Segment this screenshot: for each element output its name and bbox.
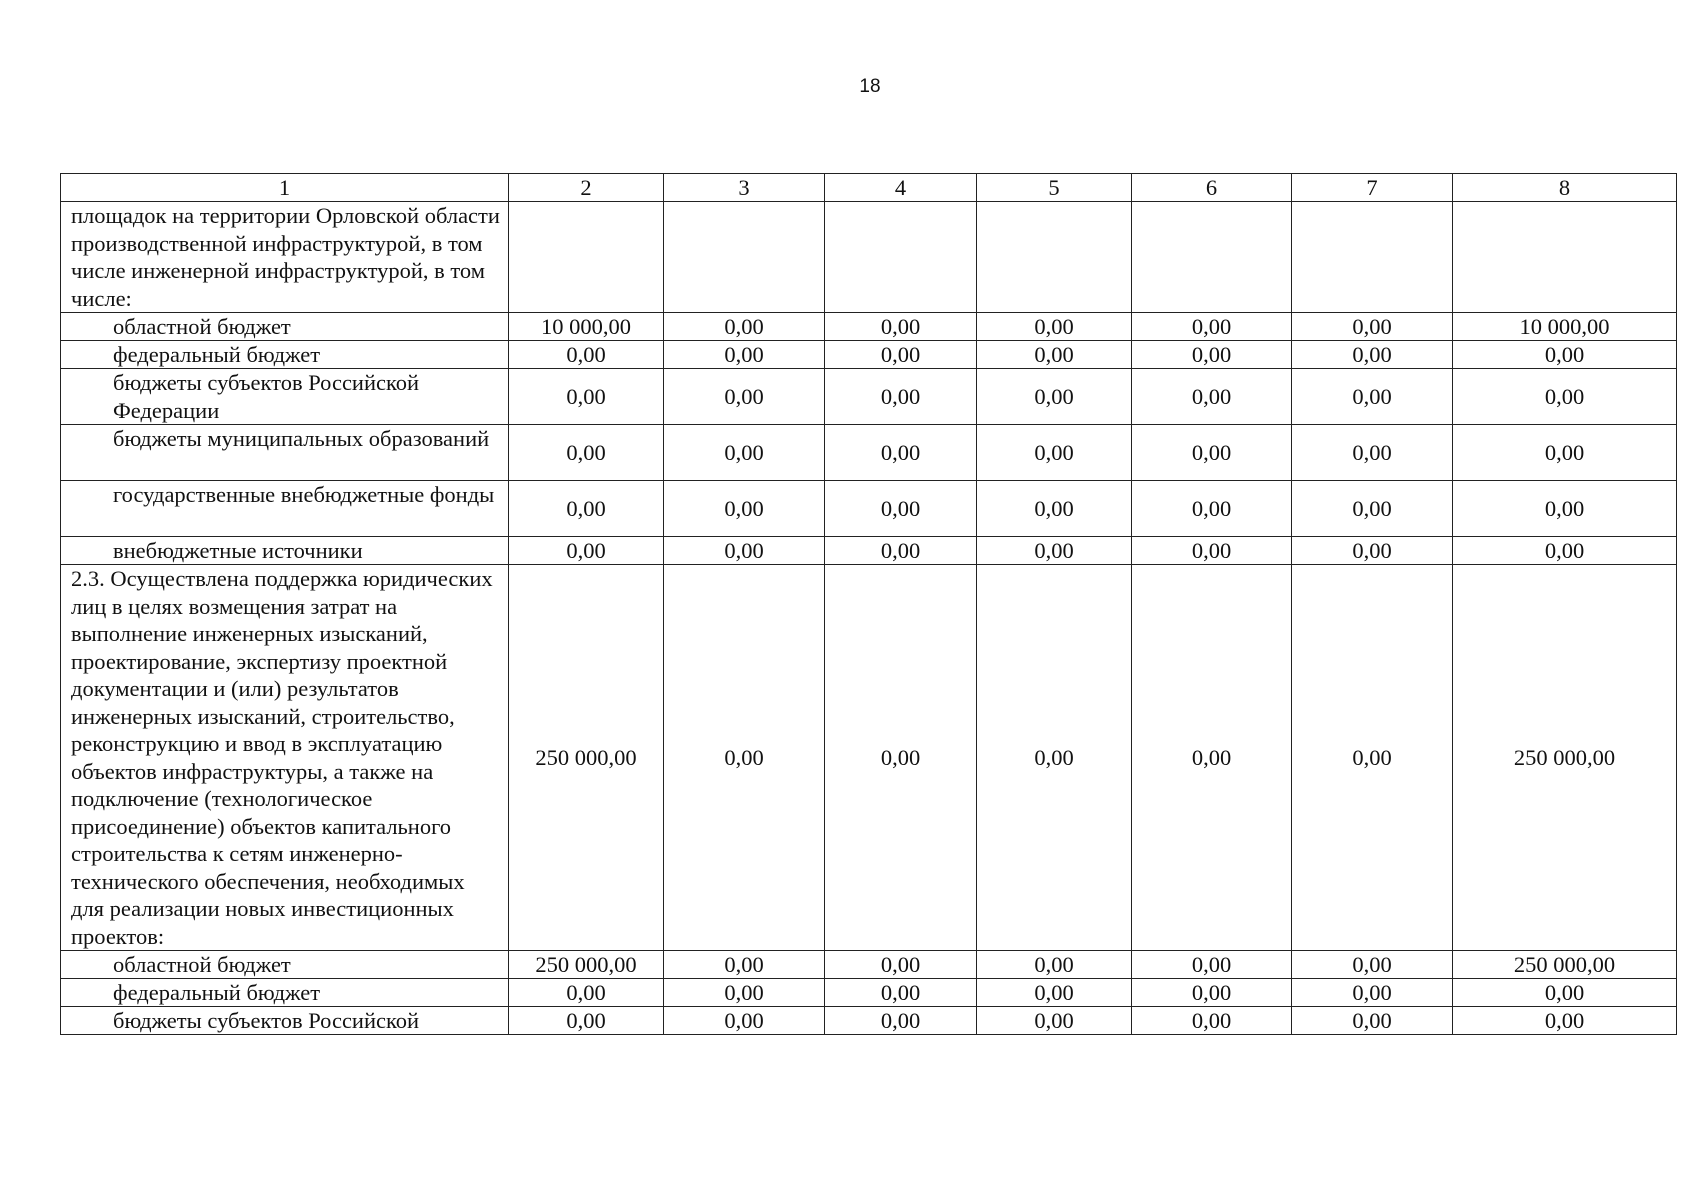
value-cell: 0,00 <box>1453 425 1677 481</box>
value-cell: 0,00 <box>977 341 1132 369</box>
value-cell: 0,00 <box>825 979 977 1007</box>
table-row <box>61 537 1677 565</box>
value-cell: 0,00 <box>825 951 977 979</box>
value-cell: 0,00 <box>509 341 664 369</box>
value-cell: 0,00 <box>1453 1007 1677 1035</box>
value-cell: 0,00 <box>664 979 825 1007</box>
value-cell: 0,00 <box>825 313 977 341</box>
value-cell: 0,00 <box>825 565 977 951</box>
column-number: 7 <box>1292 174 1453 202</box>
value-cell: 250 000,00 <box>509 951 664 979</box>
value-cell: 0,00 <box>1453 481 1677 537</box>
value-cell: 0,00 <box>1132 537 1292 565</box>
page-number: 18 <box>859 76 881 97</box>
row-label: бюджеты субъектов Российской Федерации <box>61 369 509 425</box>
value-cell: 0,00 <box>1292 425 1453 481</box>
value-cell: 0,00 <box>664 1007 825 1035</box>
value-cell: 0,00 <box>825 1007 977 1035</box>
table-row <box>61 202 1677 313</box>
value-cell: 0,00 <box>1453 341 1677 369</box>
value-cell <box>1292 202 1453 313</box>
value-cell: 0,00 <box>977 481 1132 537</box>
value-cell <box>664 202 825 313</box>
value-cell: 0,00 <box>1292 481 1453 537</box>
value-cell: 0,00 <box>1453 369 1677 425</box>
value-cell: 0,00 <box>825 481 977 537</box>
column-number: 2 <box>509 174 664 202</box>
row-label: бюджеты субъектов Российской <box>61 1007 509 1035</box>
value-cell: 0,00 <box>1292 369 1453 425</box>
value-cell: 0,00 <box>1453 979 1677 1007</box>
value-cell: 0,00 <box>1453 537 1677 565</box>
table-row <box>61 341 1677 369</box>
row-label: федеральный бюджет <box>61 979 509 1007</box>
column-number: 6 <box>1132 174 1292 202</box>
value-cell: 0,00 <box>1132 565 1292 951</box>
column-number: 1 <box>61 174 509 202</box>
value-cell: 0,00 <box>664 341 825 369</box>
row-label: федеральный бюджет <box>61 341 509 369</box>
value-cell: 0,00 <box>977 951 1132 979</box>
value-cell: 0,00 <box>1132 1007 1292 1035</box>
value-cell: 0,00 <box>664 565 825 951</box>
value-cell: 0,00 <box>509 979 664 1007</box>
row-label: бюджеты муниципальных образований <box>61 425 509 481</box>
budget-table <box>60 173 1677 1035</box>
value-cell: 0,00 <box>664 425 825 481</box>
value-cell: 0,00 <box>509 481 664 537</box>
value-cell: 0,00 <box>509 537 664 565</box>
header-row <box>61 174 1677 202</box>
value-cell: 0,00 <box>509 369 664 425</box>
column-number: 3 <box>664 174 825 202</box>
value-cell: 0,00 <box>1132 425 1292 481</box>
value-cell: 0,00 <box>1292 565 1453 951</box>
column-number: 4 <box>825 174 977 202</box>
table-row <box>61 1007 1677 1035</box>
column-number: 8 <box>1453 174 1677 202</box>
value-cell: 0,00 <box>1132 313 1292 341</box>
value-cell: 0,00 <box>977 565 1132 951</box>
value-cell: 10 000,00 <box>509 313 664 341</box>
value-cell: 250 000,00 <box>509 565 664 951</box>
value-cell: 0,00 <box>977 313 1132 341</box>
value-cell: 0,00 <box>664 313 825 341</box>
value-cell: 0,00 <box>1132 979 1292 1007</box>
value-cell: 0,00 <box>825 425 977 481</box>
row-label: внебюджетные источники <box>61 537 509 565</box>
value-cell: 0,00 <box>977 979 1132 1007</box>
value-cell: 0,00 <box>825 341 977 369</box>
value-cell: 0,00 <box>509 1007 664 1035</box>
row-label: областной бюджет <box>61 313 509 341</box>
value-cell: 0,00 <box>1292 537 1453 565</box>
table-row <box>61 481 1677 537</box>
table-body <box>61 174 1677 1035</box>
row-heading: 2.3. Осуществлена поддержка юридических лиц в целях возмещения затрат на выполнение инженерных изысканий, проектирование, экспертизу проектной документации и (или) результатов инженерных изысканий, строительство, реконструкцию и ввод в эксплуатацию объектов инфраструктуры, а также на подключение (технологическое присоединение) объектов капитального строительства к сетям инженерно-технического обеспечения, необходимых для реализации новых инвестиционных проектов: <box>61 565 509 951</box>
value-cell: 0,00 <box>977 369 1132 425</box>
value-cell: 0,00 <box>1132 481 1292 537</box>
value-cell: 0,00 <box>664 537 825 565</box>
table-row <box>61 565 1677 951</box>
row-label: областной бюджет <box>61 951 509 979</box>
column-number: 5 <box>977 174 1132 202</box>
value-cell: 0,00 <box>977 425 1132 481</box>
table-row <box>61 425 1677 481</box>
value-cell: 0,00 <box>1292 951 1453 979</box>
value-cell: 0,00 <box>1292 1007 1453 1035</box>
value-cell: 0,00 <box>1132 951 1292 979</box>
value-cell: 0,00 <box>509 425 664 481</box>
value-cell <box>825 202 977 313</box>
value-cell: 0,00 <box>1292 341 1453 369</box>
value-cell: 0,00 <box>664 369 825 425</box>
value-cell: 0,00 <box>977 537 1132 565</box>
table-row <box>61 979 1677 1007</box>
row-label: государственные внебюджетные фонды <box>61 481 509 537</box>
value-cell: 0,00 <box>1132 369 1292 425</box>
value-cell <box>509 202 664 313</box>
table-row <box>61 951 1677 979</box>
value-cell <box>1132 202 1292 313</box>
value-cell: 0,00 <box>825 537 977 565</box>
value-cell: 250 000,00 <box>1453 951 1677 979</box>
table-row <box>61 369 1677 425</box>
value-cell: 0,00 <box>825 369 977 425</box>
value-cell: 0,00 <box>1292 313 1453 341</box>
value-cell: 0,00 <box>664 951 825 979</box>
value-cell <box>1453 202 1677 313</box>
value-cell: 10 000,00 <box>1453 313 1677 341</box>
row-heading: площадок на территории Орловской области производственной инфраструктурой, в том числе инженерной инфраструктурой, в том числе: <box>61 202 509 313</box>
value-cell: 0,00 <box>1132 341 1292 369</box>
value-cell: 0,00 <box>664 481 825 537</box>
value-cell <box>977 202 1132 313</box>
value-cell: 0,00 <box>977 1007 1132 1035</box>
table-row <box>61 313 1677 341</box>
value-cell: 250 000,00 <box>1453 565 1677 951</box>
value-cell: 0,00 <box>1292 979 1453 1007</box>
